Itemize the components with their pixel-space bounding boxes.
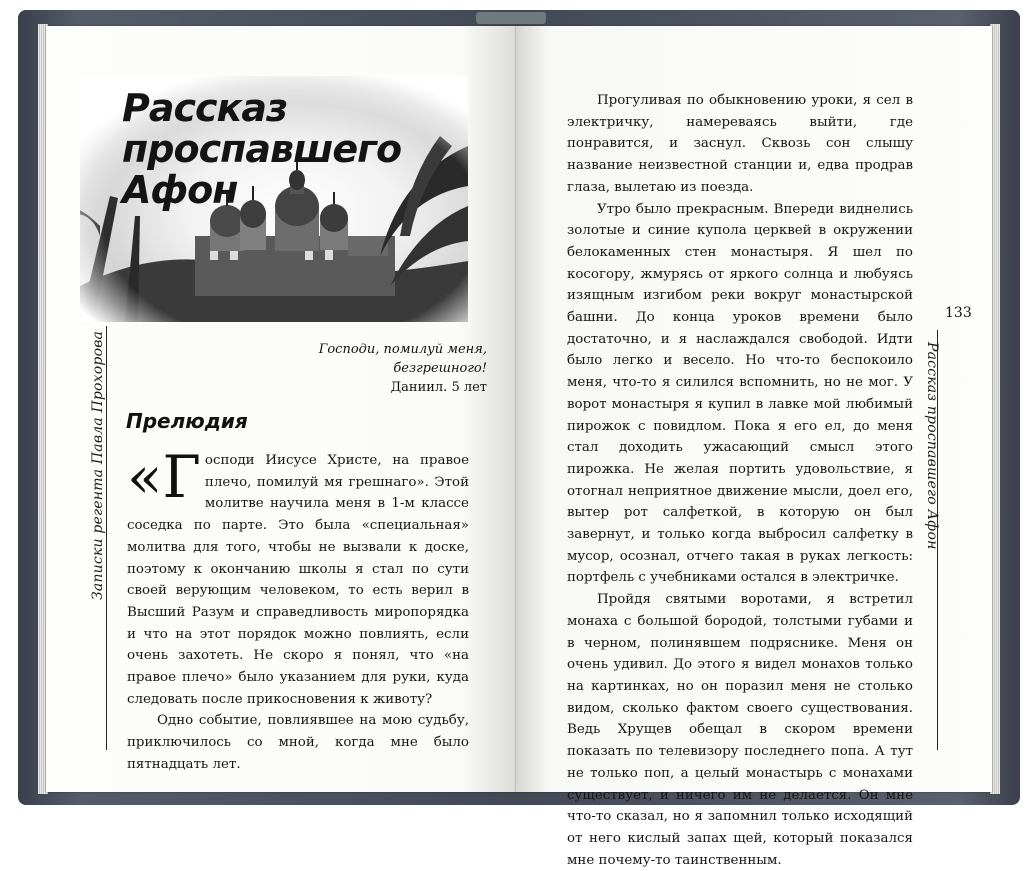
left-body-text — [127, 443, 469, 776]
chapter-title — [122, 88, 401, 211]
paragraph: Одно событие, повлиявшее на мою судьбу, приключилось со мной, когда мне было пятнадцать лет. — [127, 713, 469, 772]
chapter-title-line: Афон — [122, 168, 238, 212]
paragraph: Прогуливая по обыкновению уроки, я сел в электричку, намереваясь выйти, где понравится, и заснул. Сквозь сон слышу название неизвестной станции и, едва продрав глаза, вылетаю из поезда. — [567, 93, 913, 195]
paragraph: Пройдя святыми воротами, я встретил монаха с большой бородой, толстыми губами и в черном, полинявшем подряснике. Меня он очень удивил. До этого я видел монахов только на картинках, но он поразил меня не столько видом, сколько фактом своего существования. Ведь Хрущев обещал в скором времени показать по телевизору последнего попа. А тут не только поп, а целый монастырь с монахами существует, и ничего им не делается. Он мне что-то сказал, но я запомнил только исходящий от него кислый запах щей, который показался мне почему-то таинственным. — [567, 592, 913, 868]
paragraph-text: осподи Иисусе Христе, на правое плечо, помилуй мя грешнаго». Этой молитве научила меня в 1-м классе соседка по парте. Это была «специальная» молитва для того, чтобы не вызвали к доске, поэтому к окончанию школы я стал по сути своей верующим человеком, то есть верил в Высший Разум и справедливость миропорядка и что на этот порядок можно повлиять, если очень захотеть. Не скоро я понял, что «на правое плечо» было указанием для руки, куда следовать после прикосновения к животу? — [127, 453, 469, 707]
chapter-title-line: Рассказ — [122, 86, 288, 130]
drop-cap: «Г — [127, 443, 201, 511]
left-running-head: Записки регента Павла Прохорова — [90, 330, 106, 600]
right-body-text — [567, 90, 913, 871]
bookmark-ribbon — [476, 12, 546, 24]
epigraph — [319, 340, 487, 397]
section-heading: Прелюдия — [126, 409, 248, 433]
right-running-head: Рассказ проспавшего Афон — [924, 342, 940, 550]
epigraph-line: безгрешного! — [393, 361, 487, 376]
page-number: 133 — [945, 305, 972, 321]
epigraph-line: Господи, помилуй меня, — [318, 342, 487, 357]
paragraph: Утро было прекрасным. Впереди виднелись золотые и синие купола церквей в окружении белокаменных стен монастыря. Я шел по косогору, жмурясь от яркого солнца и любуясь изящным изгибом реки вокруг монастырской башни. До конца уроков времени было достаточно, и я наслаждался свободой. Идти было легко и весело. Но что-то беспокоило меня, что-то я силился вспомнить, но не мог. У ворот монастыря я купил в лавке мой любимый пирожок с повидлом. Пока я его ел, до меня стал доходить ужасающий смысл этого пирожка. Не желая портить удовольствие, я отогнал неприятное движение мысли, доел его, вытер рот салфеткой, в которую он был завернут, и только когда выбросил салфетку в мусор, осознал, отчего такая в руках легкость: портфель с учебниками остался в электричке. — [567, 201, 913, 586]
chapter-title-line: проспавшего — [122, 127, 402, 171]
epigraph-author: Даниил. 5 лет — [390, 380, 487, 395]
left-margin-rule — [106, 326, 107, 750]
paragraph — [127, 443, 469, 710]
